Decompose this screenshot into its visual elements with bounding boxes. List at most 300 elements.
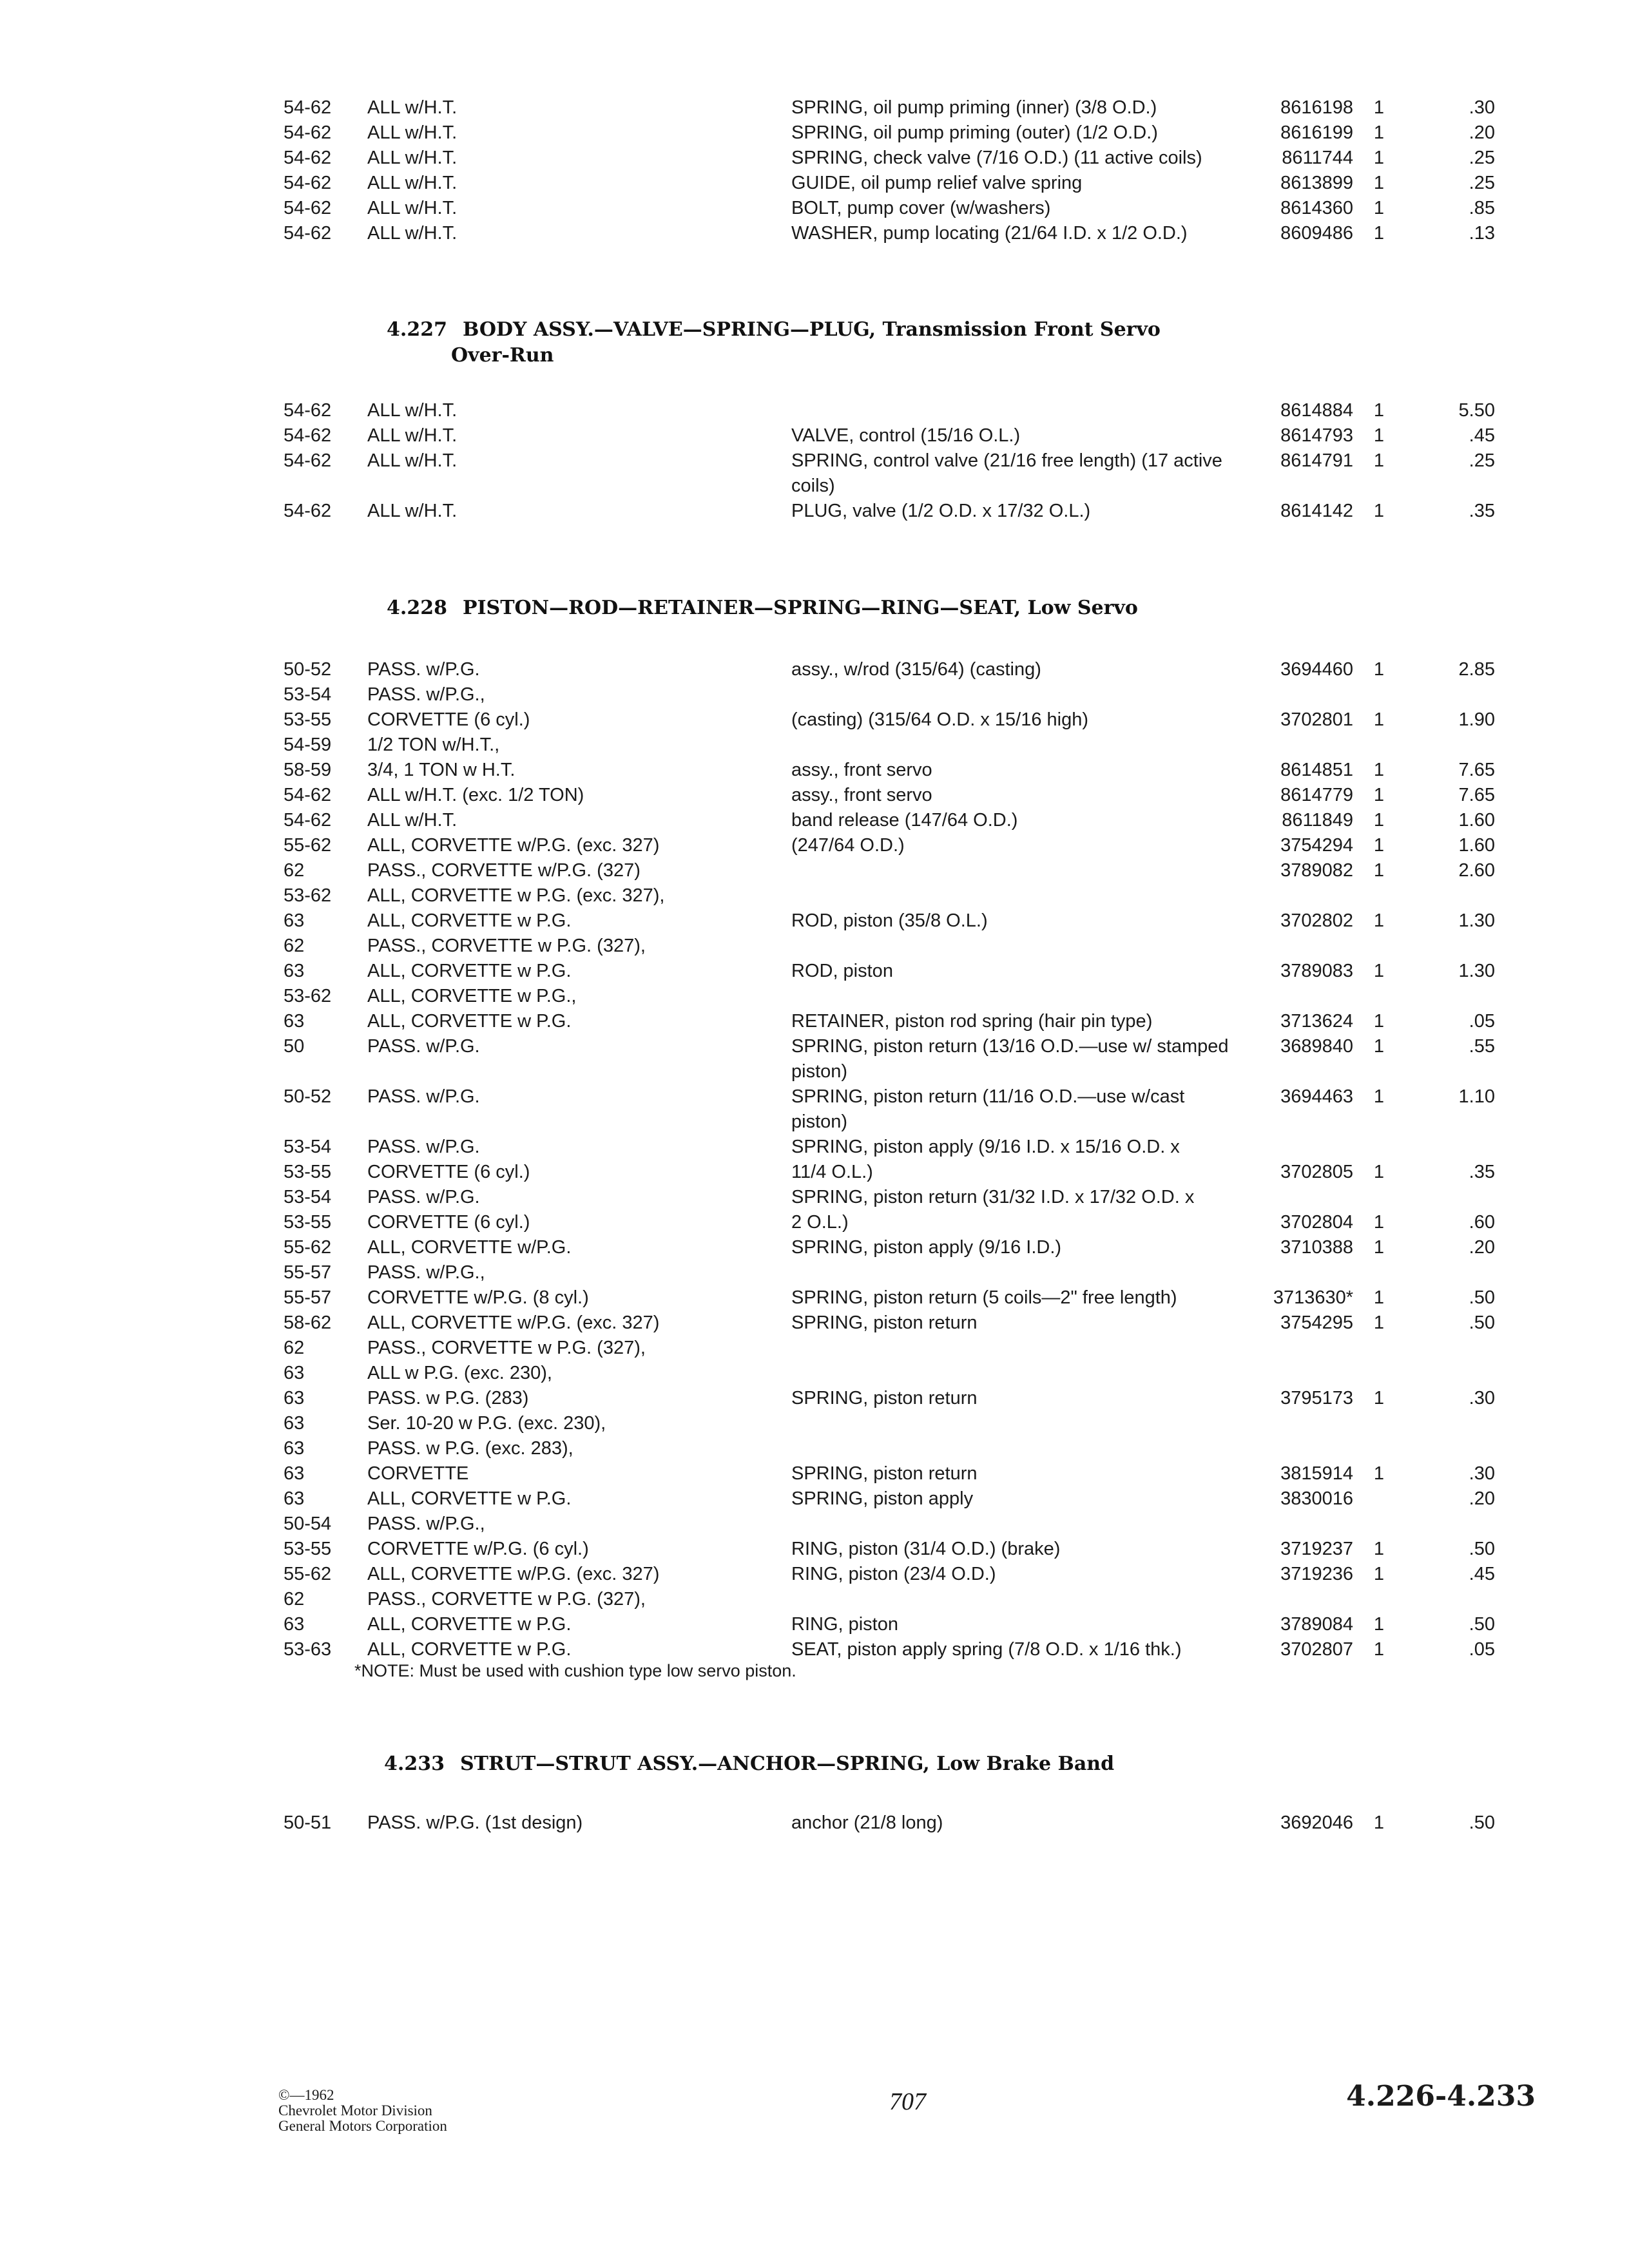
price: .55 [1469,1036,1495,1057]
table-row [0,808,1629,833]
year-range: 50-51 [284,1812,332,1833]
copyright: ©—1962 [278,2087,334,2103]
part-description: 11/4 O.L.) [791,1162,873,1182]
table-row [0,1260,1629,1285]
year-range: 63 [284,1363,305,1383]
quantity: 1 [1373,425,1385,446]
price: 1.60 [1458,835,1495,856]
year-range: 63 [284,1614,305,1635]
table-row [0,1612,1629,1637]
year-range: 63 [284,1488,305,1509]
quantity: 1 [1373,122,1385,143]
part-description: SPRING, piston return (31/32 I.D. x 17/32 O.D. x [791,1187,1195,1207]
part-description: GUIDE, oil pump relief valve spring [791,173,1083,193]
part-number: 3702802 [1280,910,1353,931]
quantity: 1 [1373,961,1385,981]
price: .35 [1469,501,1495,521]
year-range: 58-62 [284,1312,332,1333]
year-range: 63 [284,1463,305,1484]
application: PASS. w/P.G. (1st design) [367,1812,583,1833]
table-row [0,1486,1629,1512]
application: ALL w/H.T. [367,97,458,118]
table-row [0,758,1629,783]
part-description: RING, piston (31/4 O.D.) (brake) [791,1539,1061,1559]
price: .05 [1469,1011,1495,1032]
application: PASS. w/P.G. [367,1137,480,1157]
year-range: 53-62 [284,885,332,906]
quantity: 1 [1373,97,1385,118]
table-row [0,1587,1629,1612]
table-row [0,1562,1629,1587]
part-number: 3830016 [1280,1488,1353,1509]
part-description: SPRING, piston return (13/16 O.D.—use w/ stamped piston) [791,1036,1229,1082]
table-row [0,1034,1629,1084]
table-row [0,984,1629,1009]
corporation: General Motors Corporation [278,2118,447,2134]
application: ALL w/H.T. [367,223,458,244]
application: ALL w P.G. (exc. 230), [367,1363,552,1383]
part-number: 8614884 [1280,400,1353,421]
year-range: 53-54 [284,684,332,705]
year-range: 53-62 [284,986,332,1006]
table-row [0,959,1629,984]
part-number: 3754294 [1280,835,1353,856]
year-range: 54-62 [284,400,332,421]
year-range: 63 [284,1413,305,1434]
quantity: 1 [1373,450,1385,471]
table-row [0,1811,1629,1836]
quantity: 1 [1373,1539,1385,1559]
year-range: 54-62 [284,97,332,118]
part-description: SPRING, piston return [791,1388,978,1408]
quantity: 1 [1373,1812,1385,1833]
year-range: 63 [284,1388,305,1408]
year-range: 54-62 [284,223,332,244]
year-range: 55-62 [284,1564,332,1584]
table-row [0,1512,1629,1537]
price: .30 [1469,1463,1495,1484]
year-range: 63 [284,1011,305,1032]
part-number: 3713630* [1273,1287,1353,1308]
part-description: RING, piston (23/4 O.D.) [791,1564,996,1584]
part-number: 3754295 [1280,1312,1353,1333]
part-number: 8614779 [1280,785,1353,805]
part-description: SPRING, piston apply (9/16 I.D.) [791,1237,1062,1258]
part-description: RETAINER, piston rod spring (hair pin type) [791,1011,1153,1032]
price: .30 [1469,1388,1495,1408]
table-row [0,1411,1629,1436]
quantity: 1 [1373,709,1385,730]
year-range: 53-55 [284,1162,332,1182]
application: ALL, CORVETTE w P.G. (exc. 327), [367,885,665,906]
year-range: 53-55 [284,709,332,730]
table-row [0,1311,1629,1336]
table-row [0,398,1629,423]
year-range: 54-62 [284,785,332,805]
price: .45 [1469,1564,1495,1584]
year-range: 53-55 [284,1212,332,1233]
section-title: BODY ASSY.—VALVE—SPRING—PLUG, Transmission Front Servo [462,318,1161,341]
part-description: SPRING, oil pump priming (outer) (1/2 O.D.) [791,122,1158,143]
year-range: 54-62 [284,425,332,446]
application: PASS. w/P.G. [367,1086,480,1107]
application: CORVETTE [367,1463,469,1484]
year-range: 53-54 [284,1187,332,1207]
application: ALL w/H.T. [367,148,458,168]
application: CORVETTE (6 cyl.) [367,1212,530,1233]
year-range: 50-52 [284,659,332,680]
application: PASS., CORVETTE w P.G. (327), [367,936,646,956]
price: 5.50 [1458,400,1495,421]
table-row [0,1235,1629,1260]
part-number: 3789083 [1280,961,1353,981]
section-title-line2: Over-Run [451,344,554,367]
year-range: 54-62 [284,450,332,471]
quantity: 1 [1373,785,1385,805]
price: .60 [1469,1212,1495,1233]
year-range: 50-52 [284,1086,332,1107]
quantity: 1 [1373,400,1385,421]
year-range: 54-62 [284,198,332,218]
application: ALL w/H.T. [367,400,458,421]
application: ALL, CORVETTE w/P.G. [367,1237,572,1258]
quantity: 1 [1373,1388,1385,1408]
application: 1/2 TON w/H.T., [367,735,500,755]
quantity: 1 [1373,760,1385,780]
part-description: (casting) (315/64 O.D. x 15/16 high) [791,709,1089,730]
part-description: SPRING, piston return [791,1312,978,1333]
year-range: 54-62 [284,173,332,193]
application: ALL w/H.T. [367,122,458,143]
table-row [0,499,1629,524]
application: ALL w/H.T. [367,425,458,446]
part-description: BOLT, pump cover (w/washers) [791,198,1051,218]
year-range: 54-62 [284,122,332,143]
price: .25 [1469,173,1495,193]
year-range: 54-59 [284,735,332,755]
part-number: 3702807 [1280,1639,1353,1660]
year-range: 53-63 [284,1639,332,1660]
part-number: 3719236 [1280,1564,1353,1584]
application: PASS., CORVETTE w/P.G. (327) [367,860,641,881]
division: Chevrolet Motor Division [278,2102,432,2119]
year-range: 54-62 [284,148,332,168]
quantity: 1 [1373,1011,1385,1032]
part-description: assy., front servo [791,785,932,805]
application: ALL w/H.T. [367,198,458,218]
price: .20 [1469,122,1495,143]
quantity: 1 [1373,910,1385,931]
parts-table-4227 [0,398,1629,524]
year-range: 58-59 [284,760,332,780]
year-range: 62 [284,860,305,881]
quantity: 1 [1373,1162,1385,1182]
price: .35 [1469,1162,1495,1182]
table-row [0,423,1629,448]
part-description: (247/64 O.D.) [791,835,905,856]
year-range: 55-62 [284,835,332,856]
part-number: 8614793 [1280,425,1353,446]
quantity: 1 [1373,501,1385,521]
table-row [0,1461,1629,1486]
price: 7.65 [1458,785,1495,805]
part-number: 8616198 [1280,97,1353,118]
part-number: 3789084 [1280,1614,1353,1635]
application: ALL, CORVETTE w P.G. [367,1639,572,1660]
application: ALL, CORVETTE w P.G. [367,1488,572,1509]
price: .50 [1469,1614,1495,1635]
application: ALL, CORVETTE w P.G. [367,1011,572,1032]
part-number: 8614791 [1280,450,1353,471]
part-description: ROD, piston [791,961,893,981]
part-number: 3694463 [1280,1086,1353,1107]
part-description: SPRING, piston apply (9/16 I.D. x 15/16 O.D. x [791,1137,1180,1157]
part-description: 2 O.L.) [791,1212,849,1233]
application: ALL, CORVETTE w/P.G. (exc. 327) [367,1564,660,1584]
price: .20 [1469,1488,1495,1509]
table-row [0,171,1629,196]
price: 7.65 [1458,760,1495,780]
table-row [0,1210,1629,1235]
table-row [0,934,1629,959]
part-description: RING, piston [791,1614,898,1635]
application: ALL w/H.T. [367,450,458,471]
table-row [0,1135,1629,1160]
application: PASS. w/P.G., [367,684,485,705]
table-row [0,1361,1629,1386]
publisher-block [278,2088,447,2134]
quantity: 1 [1373,1036,1385,1057]
table-row [0,1185,1629,1210]
part-description: SPRING, oil pump priming (inner) (3/8 O.D.) [791,97,1157,118]
section-heading-4233 [384,1751,1114,1777]
parts-table-4228 [0,657,1629,1662]
application: ALL w/H.T. [367,810,458,831]
part-description: assy., front servo [791,760,932,780]
quantity: 1 [1373,173,1385,193]
table-row [0,95,1629,120]
application: PASS. w P.G. (283) [367,1388,529,1408]
part-description: PLUG, valve (1/2 O.D. x 17/32 O.L.) [791,501,1091,521]
year-range: 53-54 [284,1137,332,1157]
table-row [0,1386,1629,1411]
application: PASS. w/P.G. [367,1187,480,1207]
application: PASS. w/P.G., [367,1262,485,1283]
price: .05 [1469,1639,1495,1660]
quantity: 1 [1373,1463,1385,1484]
price: .85 [1469,198,1495,218]
application: PASS. w/P.G., [367,1514,485,1534]
quantity: 1 [1373,1614,1385,1635]
parts-table-top [0,95,1629,246]
application: CORVETTE w/P.G. (8 cyl.) [367,1287,589,1308]
table-row [0,1160,1629,1185]
application: ALL, CORVETTE w/P.G. (exc. 327) [367,1312,660,1333]
quantity: 1 [1373,659,1385,680]
table-row [0,1637,1629,1662]
table-row [0,120,1629,146]
page-number: 707 [889,2088,926,2115]
part-number: 3710388 [1280,1237,1353,1258]
part-description: SPRING, control valve (21/16 free length) (17 active coils) [791,450,1222,496]
part-number: 3719237 [1280,1539,1353,1559]
quantity: 1 [1373,835,1385,856]
price: .50 [1469,1312,1495,1333]
year-range: 55-57 [284,1287,332,1308]
quantity: 1 [1373,223,1385,244]
year-range: 63 [284,910,305,931]
year-range: 50-54 [284,1514,332,1534]
application: ALL, CORVETTE w P.G. [367,910,572,931]
quantity: 1 [1373,1564,1385,1584]
table-row [0,1285,1629,1311]
section-number: 4.228 [387,597,447,619]
part-number: 3689840 [1280,1036,1353,1057]
part-description: band release (147/64 O.D.) [791,810,1018,831]
part-description: assy., w/rod (315/64) (casting) [791,659,1041,680]
quantity: 1 [1373,1312,1385,1333]
footnote: *NOTE: Must be used with cushion type low servo piston. [354,1661,796,1680]
price: 2.60 [1458,860,1495,881]
table-row [0,1436,1629,1461]
section-range: 4.226-4.233 [1346,2080,1536,2113]
price: .50 [1469,1287,1495,1308]
part-number: 8609486 [1280,223,1353,244]
price: .13 [1469,223,1495,244]
part-description: VALVE, control (15/16 O.L.) [791,425,1021,446]
price: .50 [1469,1539,1495,1559]
application: CORVETTE w/P.G. (6 cyl.) [367,1539,589,1559]
price: .50 [1469,1812,1495,1833]
part-number: 3789082 [1280,860,1353,881]
year-range: 54-62 [284,501,332,521]
price: .45 [1469,425,1495,446]
price: .25 [1469,450,1495,471]
section-heading-4227 [387,317,1161,369]
price: .25 [1469,148,1495,168]
application: ALL, CORVETTE w P.G., [367,986,577,1006]
part-description: SPRING, piston return (5 coils—2" free length) [791,1287,1177,1308]
part-number: 3702801 [1280,709,1353,730]
application: ALL w/H.T. [367,173,458,193]
part-number: 3694460 [1280,659,1353,680]
part-number: 3815914 [1280,1463,1353,1484]
table-row [0,733,1629,758]
year-range: 62 [284,1338,305,1358]
part-number: 3702805 [1280,1162,1353,1182]
table-row [0,883,1629,908]
part-number: 8611744 [1282,148,1353,168]
year-range: 50 [284,1036,305,1057]
section-heading-4228 [387,595,1138,621]
quantity: 1 [1373,1287,1385,1308]
quantity: 1 [1373,1086,1385,1107]
part-number: 3692046 [1280,1812,1353,1833]
price: 1.60 [1458,810,1495,831]
year-range: 63 [284,961,305,981]
quantity: 1 [1373,1212,1385,1233]
price: 1.10 [1458,1086,1495,1107]
year-range: 53-55 [284,1539,332,1559]
part-description: SPRING, piston apply [791,1488,974,1509]
part-description: SPRING, piston return (11/16 O.D.—use w/cast piston) [791,1086,1185,1132]
table-row [0,1084,1629,1135]
year-range: 62 [284,1589,305,1610]
price: .30 [1469,97,1495,118]
quantity: 1 [1373,1237,1385,1258]
table-row [0,657,1629,682]
year-range: 55-62 [284,1237,332,1258]
part-description: SPRING, piston return [791,1463,978,1484]
application: 3/4, 1 TON w H.T. [367,760,516,780]
part-number: 8611849 [1282,810,1353,831]
quantity: 1 [1373,860,1385,881]
part-description: ROD, piston (35/8 O.L.) [791,910,988,931]
price: .20 [1469,1237,1495,1258]
table-row [0,146,1629,171]
year-range: 63 [284,1438,305,1459]
application: ALL, CORVETTE w/P.G. (exc. 327) [367,835,660,856]
part-description: anchor (21/8 long) [791,1812,943,1833]
year-range: 55-57 [284,1262,332,1283]
part-number: 8614851 [1280,760,1353,780]
table-row [0,908,1629,934]
application: ALL w/H.T. [367,501,458,521]
year-range: 62 [284,936,305,956]
application: CORVETTE (6 cyl.) [367,1162,530,1182]
price: 1.30 [1458,910,1495,931]
part-number: 8614142 [1280,501,1353,521]
table-row [0,833,1629,858]
parts-table-4233 [0,1811,1629,1836]
price: 1.90 [1458,709,1495,730]
application: ALL w/H.T. (exc. 1/2 TON) [367,785,584,805]
part-number: 8613899 [1280,173,1353,193]
application: PASS., CORVETTE w P.G. (327), [367,1589,646,1610]
section-number: 4.227 [387,318,447,341]
part-description: SEAT, piston apply spring (7/8 O.D. x 1/16 thk.) [791,1639,1182,1660]
part-number: 3713624 [1280,1011,1353,1032]
application: ALL, CORVETTE w P.G. [367,961,572,981]
application: ALL, CORVETTE w P.G. [367,1614,572,1635]
application: Ser. 10-20 w P.G. (exc. 230), [367,1413,606,1434]
table-row [0,1336,1629,1361]
application: PASS. w/P.G. [367,1036,480,1057]
application: PASS. w P.G. (exc. 283), [367,1438,574,1459]
year-range: 54-62 [284,810,332,831]
quantity: 1 [1373,198,1385,218]
application: CORVETTE (6 cyl.) [367,709,530,730]
application: PASS., CORVETTE w P.G. (327), [367,1338,646,1358]
table-row [0,196,1629,221]
application: PASS. w/P.G. [367,659,480,680]
part-description: SPRING, check valve (7/16 O.D.) (11 active coils) [791,148,1202,168]
part-number: 3702804 [1280,1212,1353,1233]
price: 1.30 [1458,961,1495,981]
table-row [0,448,1629,499]
section-title: STRUT—STRUT ASSY.—ANCHOR—SPRING, Low Brake Band [459,1753,1115,1775]
quantity: 1 [1373,810,1385,831]
part-number: 3795173 [1280,1388,1353,1408]
section-number: 4.233 [384,1753,445,1775]
price: 2.85 [1458,659,1495,680]
table-row [0,221,1629,246]
table-row [0,783,1629,808]
table-row [0,858,1629,883]
table-row [0,707,1629,733]
table-row [0,682,1629,707]
table-row [0,1537,1629,1562]
